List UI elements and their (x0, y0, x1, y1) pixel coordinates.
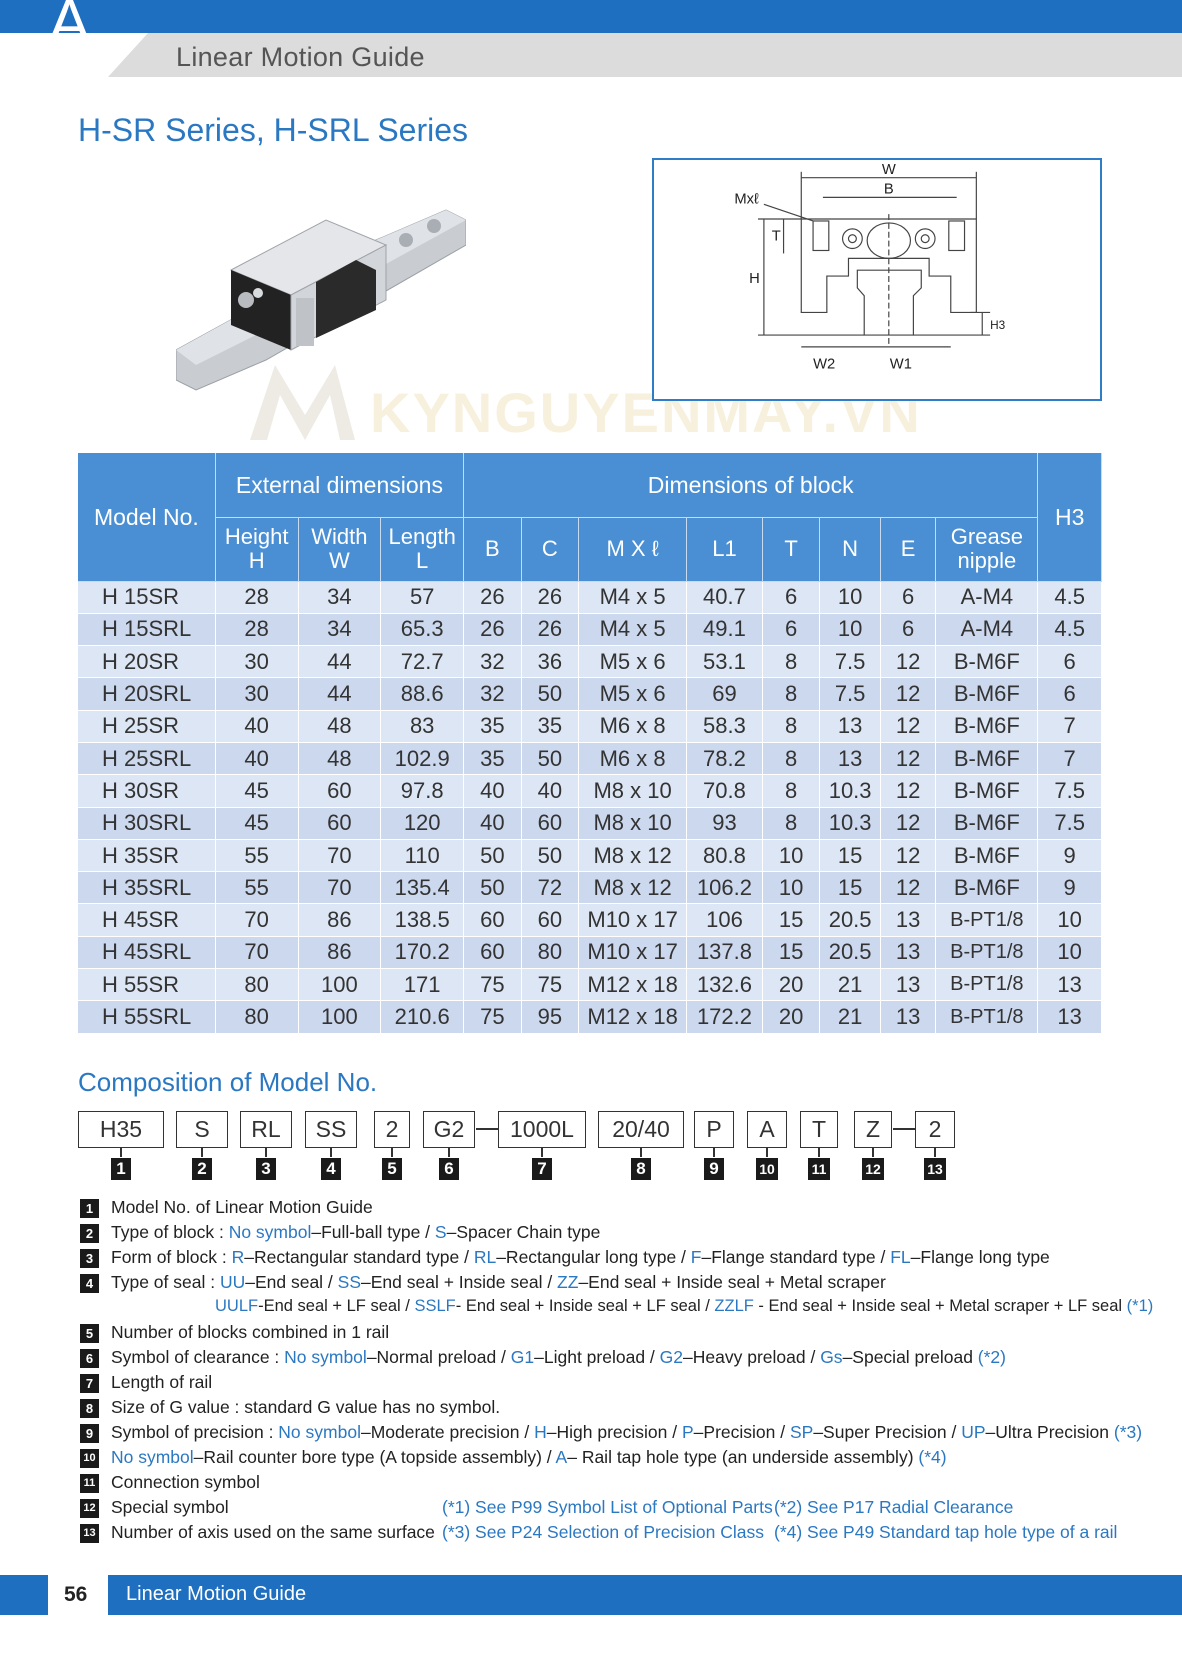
connector-line (120, 1148, 122, 1157)
col-c: C (521, 517, 579, 581)
table-cell: 7.5 (820, 646, 881, 678)
table-cell: 70 (215, 936, 298, 968)
table-cell: 10 (820, 581, 881, 613)
composition-title: Composition of Model No. (78, 1067, 378, 1097)
table-cell: 13 (1038, 969, 1102, 1001)
table-cell: A-M4 (936, 613, 1038, 645)
badge-1: 1 (111, 1158, 131, 1180)
connector-line (448, 1148, 450, 1157)
table-cell: 170.2 (381, 936, 464, 968)
table-cell: 40 (464, 807, 522, 839)
badge-4: 4 (321, 1158, 341, 1180)
table-cell: 44 (298, 678, 381, 710)
table-cell: 7 (1038, 742, 1102, 774)
code-seal: SS (305, 1111, 357, 1148)
table-cell: 20.5 (820, 936, 881, 968)
table-cell: 58.3 (687, 710, 763, 742)
code-clearance: G2 (423, 1111, 475, 1148)
note-1: (*1) See P99 Symbol List of Optional Parts (442, 1497, 773, 1517)
table-cell: H 35SR (78, 839, 215, 871)
connector-line (872, 1148, 874, 1157)
table-cell: 7 (1038, 710, 1102, 742)
col-group-external: External dimensions (215, 453, 463, 517)
code-block-count: 2 (374, 1111, 410, 1148)
table-cell: H 45SR (78, 904, 215, 936)
table-cell: 30 (215, 678, 298, 710)
badge-7: 7 (532, 1158, 552, 1180)
table-cell: B-M6F (936, 646, 1038, 678)
table-cell: M5 x 6 (579, 646, 687, 678)
table-cell: 36 (521, 646, 579, 678)
table-cell: 49.1 (687, 613, 763, 645)
table-cell: 45 (215, 775, 298, 807)
table-cell: M8 x 12 (579, 839, 687, 871)
table-cell: 10.3 (820, 775, 881, 807)
table-cell: 60 (298, 807, 381, 839)
watermark-logo (245, 355, 365, 445)
table-cell: 106 (687, 904, 763, 936)
badge-2: 2 (192, 1158, 212, 1180)
header-title: Linear Motion Guide (176, 42, 425, 72)
code-dash (893, 1128, 915, 1130)
table-cell: B-M6F (936, 742, 1038, 774)
table-cell: 135.4 (381, 872, 464, 904)
table-cell: 172.2 (687, 1001, 763, 1033)
table-cell: 60 (464, 904, 522, 936)
code-block-type: S (176, 1111, 228, 1148)
code-rail-type: A (747, 1111, 787, 1148)
table-cell: 6 (1038, 678, 1102, 710)
connector-line (934, 1148, 936, 1157)
table-cell: 6 (762, 581, 820, 613)
connector-line (640, 1148, 642, 1157)
footer-title: Linear Motion Guide (126, 1583, 307, 1605)
table-cell: 15 (762, 936, 820, 968)
table-cell: M12 x 18 (579, 1001, 687, 1033)
table-row (78, 742, 1102, 774)
table-cell: 26 (521, 613, 579, 645)
table-cell: 40.7 (687, 581, 763, 613)
table-cell: 12 (880, 872, 936, 904)
dim-t-label: T (771, 228, 781, 245)
table-cell: 45 (215, 807, 298, 839)
table-cell: 20.5 (820, 904, 881, 936)
table-row (78, 839, 1102, 871)
table-cell: 95 (521, 1001, 579, 1033)
table-cell: H 25SR (78, 710, 215, 742)
table-cell: 40 (215, 710, 298, 742)
table-cell: B-PT1/8 (936, 969, 1038, 1001)
table-cell: 80 (215, 969, 298, 1001)
table-cell: M8 x 10 (579, 807, 687, 839)
col-mxl: M X ℓ (579, 517, 687, 581)
table-cell: 32 (464, 646, 522, 678)
table-cell: 53.1 (687, 646, 763, 678)
table-cell: H 15SRL (78, 613, 215, 645)
table-cell: 21 (820, 969, 881, 1001)
table-cell: 70 (215, 904, 298, 936)
table-cell: M10 x 17 (579, 904, 687, 936)
table-cell: B-M6F (936, 710, 1038, 742)
table-row (78, 936, 1102, 968)
table-cell: 40 (215, 742, 298, 774)
col-model: Model No. (78, 453, 215, 581)
col-n: N (820, 517, 881, 581)
table-cell: 48 (298, 742, 381, 774)
table-cell: 12 (880, 839, 936, 871)
table-cell: 10 (762, 839, 820, 871)
table-cell: 10.3 (820, 807, 881, 839)
table-cell: 70.8 (687, 775, 763, 807)
table-cell: 20 (762, 969, 820, 1001)
dim-w-label: W (881, 161, 896, 178)
table-cell: 30 (215, 646, 298, 678)
table-cell: 75 (521, 969, 579, 1001)
col-grease: Grease nipple (936, 517, 1038, 581)
badge-13: 13 (924, 1158, 946, 1180)
table-row (78, 1001, 1102, 1033)
table-row (78, 710, 1102, 742)
table-cell: 26 (464, 581, 522, 613)
table-cell: 83 (381, 710, 464, 742)
table-cell: 100 (298, 969, 381, 1001)
table-cell: B-PT1/8 (936, 904, 1038, 936)
note-2: (*2) See P17 Radial Clearance (774, 1497, 1014, 1517)
table-cell: H 55SRL (78, 1001, 215, 1033)
table-cell: 102.9 (381, 742, 464, 774)
table-cell: 8 (762, 807, 820, 839)
table-cell: 7.5 (1038, 807, 1102, 839)
table-cell: 8 (762, 710, 820, 742)
table-cell: 6 (762, 613, 820, 645)
col-h3: H3 (1038, 453, 1102, 581)
table-cell: 106.2 (687, 872, 763, 904)
table-cell: M6 x 8 (579, 742, 687, 774)
table-cell: 65.3 (381, 613, 464, 645)
connector-line (201, 1148, 203, 1157)
table-cell: 60 (464, 936, 522, 968)
code-dash (476, 1128, 498, 1130)
note-4: (*4) See P49 Standard tap hole type of a rail (774, 1522, 1118, 1542)
table-cell: 50 (521, 742, 579, 774)
table-cell: 35 (464, 742, 522, 774)
badge-10: 10 (756, 1158, 778, 1180)
table-cell: 110 (381, 839, 464, 871)
col-b: B (464, 517, 522, 581)
table-cell: 78.2 (687, 742, 763, 774)
table-cell: 9 (1038, 839, 1102, 871)
table-cell: 80 (215, 1001, 298, 1033)
badge-3: 3 (256, 1158, 276, 1180)
table-row (78, 581, 1102, 613)
badge-11: 11 (808, 1158, 830, 1180)
table-cell: 50 (521, 839, 579, 871)
badge-6: 6 (439, 1158, 459, 1180)
table-cell: H 30SR (78, 775, 215, 807)
table-row (78, 775, 1102, 807)
table-cell: 15 (820, 872, 881, 904)
col-length: Length L (381, 517, 464, 581)
table-cell: 15 (762, 904, 820, 936)
badge-9: 9 (704, 1158, 724, 1180)
table-cell: B-M6F (936, 872, 1038, 904)
table-cell: 13 (880, 1001, 936, 1033)
table-cell: 28 (215, 613, 298, 645)
table-cell: 10 (820, 613, 881, 645)
table-cell: 8 (762, 646, 820, 678)
table-cell: 20 (762, 1001, 820, 1033)
table-cell: 13 (820, 710, 881, 742)
table-cell: 60 (298, 775, 381, 807)
table-cell: 12 (880, 742, 936, 774)
page-number: 56 (64, 1583, 88, 1606)
table-cell: 137.8 (687, 936, 763, 968)
table-cell: H 45SRL (78, 936, 215, 968)
table-cell: 120 (381, 807, 464, 839)
connector-line (713, 1148, 715, 1157)
table-cell: 60 (521, 904, 579, 936)
col-width: Width W (298, 517, 381, 581)
table-cell: 21 (820, 1001, 881, 1033)
table-row (78, 969, 1102, 1001)
table-row (78, 904, 1102, 936)
table-cell: 60 (521, 807, 579, 839)
table-cell: B-PT1/8 (936, 1001, 1038, 1033)
table-row (78, 613, 1102, 645)
table-row (78, 807, 1102, 839)
connector-line (818, 1148, 820, 1157)
dim-b-label: B (883, 181, 894, 198)
table-cell: H 15SR (78, 581, 215, 613)
table-cell: 34 (298, 581, 381, 613)
table-cell: M10 x 17 (579, 936, 687, 968)
dim-w1-label: W1 (889, 356, 912, 373)
code-connection: T (800, 1111, 838, 1148)
table-cell: B-M6F (936, 775, 1038, 807)
table-cell: M5 x 6 (579, 678, 687, 710)
table-cell: 12 (880, 710, 936, 742)
table-cell: 32 (464, 678, 522, 710)
dim-h-label: H (749, 270, 760, 287)
table-cell: 69 (687, 678, 763, 710)
series-title: H-SR Series, H-SRL Series (78, 112, 469, 148)
table-cell: 86 (298, 936, 381, 968)
table-cell: 70 (298, 872, 381, 904)
table-cell: 50 (521, 678, 579, 710)
table-cell: 72.7 (381, 646, 464, 678)
table-cell: 10 (1038, 904, 1102, 936)
col-l1: L1 (687, 517, 763, 581)
cross-section-drawing (652, 158, 1102, 401)
table-cell: 13 (880, 969, 936, 1001)
table-cell: 97.8 (381, 775, 464, 807)
connector-line (541, 1148, 543, 1157)
table-cell: 10 (1038, 936, 1102, 968)
table-cell: 13 (1038, 1001, 1102, 1033)
col-group-block: Dimensions of block (464, 453, 1038, 517)
table-cell: 10 (762, 872, 820, 904)
col-t: T (762, 517, 820, 581)
table-cell: A-M4 (936, 581, 1038, 613)
table-cell: B-M6F (936, 807, 1038, 839)
table-cell: 93 (687, 807, 763, 839)
table-cell: 12 (880, 678, 936, 710)
table-cell: B-PT1/8 (936, 936, 1038, 968)
connector-line (265, 1148, 267, 1157)
table-cell: 72 (521, 872, 579, 904)
table-cell: M8 x 12 (579, 872, 687, 904)
badge-8: 8 (631, 1158, 651, 1180)
table-cell: 48 (298, 710, 381, 742)
table-cell: 12 (880, 807, 936, 839)
table-cell: 12 (880, 775, 936, 807)
table-cell: 50 (464, 839, 522, 871)
code-block-form: RL (240, 1111, 292, 1148)
badge-5: 5 (382, 1158, 402, 1180)
table-row (78, 872, 1102, 904)
table-cell: H 30SRL (78, 807, 215, 839)
table-cell: 100 (298, 1001, 381, 1033)
table-cell: 26 (464, 613, 522, 645)
table-cell: 55 (215, 839, 298, 871)
table-cell: 80.8 (687, 839, 763, 871)
table-cell: 12 (880, 646, 936, 678)
col-height: Height H (215, 517, 298, 581)
table-row (78, 646, 1102, 678)
table-cell: M4 x 5 (579, 613, 687, 645)
dim-w2-label: W2 (813, 356, 836, 373)
table-cell: 40 (464, 775, 522, 807)
table-cell: 13 (880, 904, 936, 936)
table-cell: 35 (521, 710, 579, 742)
watermark-text: KYNGUYENMAY.VN (370, 381, 922, 444)
table-cell: 7.5 (1038, 775, 1102, 807)
table-cell: 132.6 (687, 969, 763, 1001)
code-axis: 2 (915, 1111, 955, 1148)
table-cell: 6 (1038, 646, 1102, 678)
table-cell: 171 (381, 969, 464, 1001)
table-cell: 9 (1038, 872, 1102, 904)
connector-line (391, 1148, 393, 1157)
table-cell: 50 (464, 872, 522, 904)
table-cell: 75 (464, 969, 522, 1001)
col-e: E (880, 517, 936, 581)
table-cell: M12 x 18 (579, 969, 687, 1001)
table-cell: 210.6 (381, 1001, 464, 1033)
code-model: H35 (78, 1111, 164, 1148)
header-bar (0, 0, 1182, 33)
table-cell: 75 (464, 1001, 522, 1033)
table-cell: H 55SR (78, 969, 215, 1001)
table-cell: 35 (464, 710, 522, 742)
table-cell: B-M6F (936, 678, 1038, 710)
note-3: (*3) See P24 Selection of Precision Class (442, 1522, 764, 1542)
table-cell: 8 (762, 775, 820, 807)
table-cell: H 20SR (78, 646, 215, 678)
table-cell: 138.5 (381, 904, 464, 936)
table-cell: M6 x 8 (579, 710, 687, 742)
connector-line (330, 1148, 332, 1157)
table-cell: H 35SRL (78, 872, 215, 904)
table-cell: 8 (762, 742, 820, 774)
code-precision: P (694, 1111, 734, 1148)
table-cell: 6 (880, 613, 936, 645)
table-cell: 80 (521, 936, 579, 968)
table-cell: 6 (880, 581, 936, 613)
table-cell: M8 x 10 (579, 775, 687, 807)
table-cell: 15 (820, 839, 881, 871)
table-cell: 13 (820, 742, 881, 774)
table-cell: H 20SRL (78, 678, 215, 710)
dim-h3-label: H3 (990, 318, 1006, 333)
section-letter: A (48, 0, 91, 58)
table-cell: 4.5 (1038, 581, 1102, 613)
table-cell: 4.5 (1038, 613, 1102, 645)
table-cell: 57 (381, 581, 464, 613)
table-cell: 44 (298, 646, 381, 678)
connector-line (766, 1148, 768, 1157)
code-special: Z (854, 1111, 892, 1148)
table-cell: 28 (215, 581, 298, 613)
table-cell: 86 (298, 904, 381, 936)
spec-table (78, 453, 1102, 1034)
table-cell: 8 (762, 678, 820, 710)
table-cell: 26 (521, 581, 579, 613)
table-cell: H 25SRL (78, 742, 215, 774)
table-cell: 55 (215, 872, 298, 904)
code-g-value: 20/40 (598, 1111, 684, 1148)
code-rail-length: 1000L (498, 1111, 586, 1148)
table-row (78, 678, 1102, 710)
table-cell: B-M6F (936, 839, 1038, 871)
table-cell: 34 (298, 613, 381, 645)
badge-12: 12 (862, 1158, 884, 1180)
table-cell: M4 x 5 (579, 581, 687, 613)
table-cell: 13 (880, 936, 936, 968)
table-cell: 7.5 (820, 678, 881, 710)
table-cell: 88.6 (381, 678, 464, 710)
table-cell: 70 (298, 839, 381, 871)
dim-mxl-label: Mxℓ (734, 191, 759, 208)
table-cell: 40 (521, 775, 579, 807)
